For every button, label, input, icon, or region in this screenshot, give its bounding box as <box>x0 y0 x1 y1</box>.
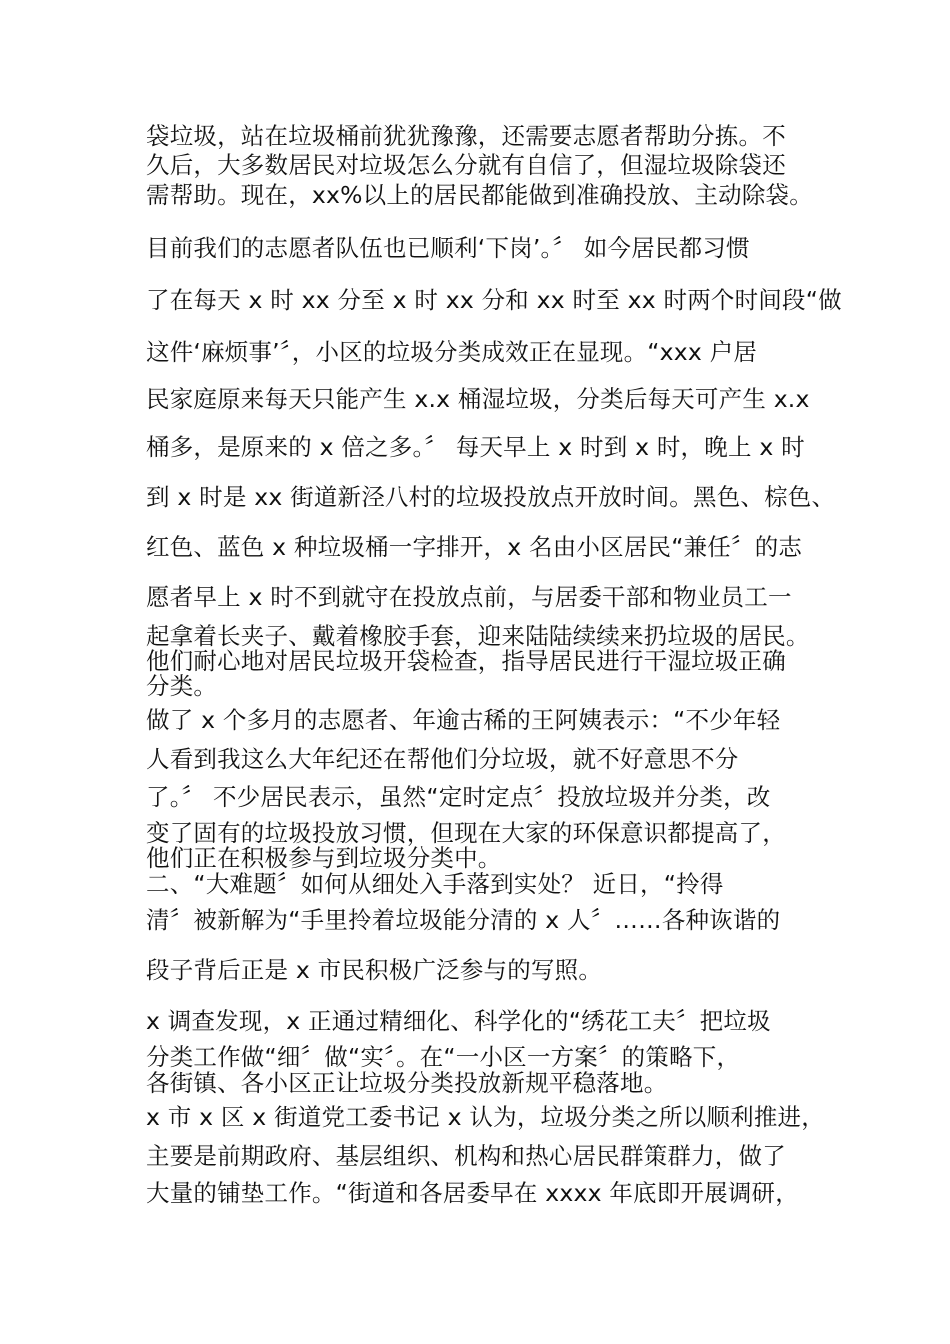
text-line: 主要是前期政府、基层组织、机构和热心居民群策群力，做了 <box>146 1142 786 1170</box>
text-line: 了。〞 不少居民表示，虽然“定时定点〞投放垃圾并分类，改 <box>146 783 771 811</box>
text-line: 愿者早上 x 时不到就守在投放点前，与居委干部和物业员工一 <box>146 583 792 611</box>
text-line: 民家庭原来每天只能产生 x.x 桶湿垃圾，分类后每天可产生 x.x <box>146 385 810 413</box>
text-line: 了在每天 x 时 xx 分至 x 时 xx 分和 xx 时至 xx 时两个时间段“做 <box>146 286 842 314</box>
text-line: 他们正在积极参与到垃圾分类中。 <box>146 844 502 872</box>
text-line: 需帮助。现在，xx%以上的居民都能做到准确投放、主动除袋。 <box>146 181 813 209</box>
text-line: 大量的铺垫工作。“街道和各居委早在 xxxx 年底即开展调研， <box>146 1179 799 1207</box>
text-line: 分类。 <box>146 672 218 700</box>
text-line: 变了固有的垃圾投放习惯，但现在大家的环保意识都提高了， <box>146 819 786 847</box>
text-line: 红色、蓝色 x 种垃圾桶一字排开，x 名由小区居民“兼任〞的志 <box>146 533 803 561</box>
text-line: 各街镇、各小区正让垃圾分类投放新规平稳落地。 <box>146 1069 668 1097</box>
text-line: 做了 x 个多月的志愿者、年逾古稀的王阿姨表示：“不少年轻 <box>146 706 781 734</box>
text-line: 段子背后正是 x 市民积极广泛参与的写照。 <box>146 956 603 984</box>
text-line: 起拿着长夹子、戴着橡胶手套，迎来陆陆续续来扔垃圾的居民。 <box>146 622 810 650</box>
text-line: 目前我们的志愿者队伍也已顺利‘下岗’。〞 如今居民都习惯 <box>146 234 750 262</box>
text-line: 久后，大多数居民对垃圾怎么分就有自信了，但湿垃圾除袋还 <box>146 151 786 179</box>
text-line: 二、“大难题〞如何从细处入手落到实处？ 近日，“拎得 <box>146 870 724 898</box>
text-line: 袋垃圾，站在垃圾桶前犹犹豫豫，还需要志愿者帮助分拣。不 <box>146 122 786 150</box>
text-line: 到 x 时是 xx 街道新泾八村的垃圾投放点开放时间。黑色、棕色、 <box>146 483 836 511</box>
text-line: 分类工作做“细〞做“实〞。在“一小区一方案〞的策略下， <box>146 1043 741 1071</box>
text-line: 清〞被新解为“手里拎着垃圾能分清的 x 人〞……各种诙谐的 <box>146 906 781 934</box>
text-line: 人看到我这么大年纪还在帮他们分垃圾，就不好意思不分 <box>146 745 739 773</box>
text-line: 他们耐心地对居民垃圾开袋检查，指导居民进行干湿垃圾正确 <box>146 647 786 675</box>
text-line: 这件‘麻烦事’〞，小区的垃圾分类成效正在显现。“xxx 户居 <box>146 338 758 366</box>
text-line: 桶多，是原来的 x 倍之多。〞 每天早上 x 时到 x 时，晚上 x 时 <box>146 433 805 461</box>
text-line: x 调查发现，x 正通过精细化、科学化的“绣花工夫〞把垃圾 <box>146 1007 771 1035</box>
text-line: x 市 x 区 x 街道党工委书记 x 认为，垃圾分类之所以顺利推进， <box>146 1103 825 1131</box>
